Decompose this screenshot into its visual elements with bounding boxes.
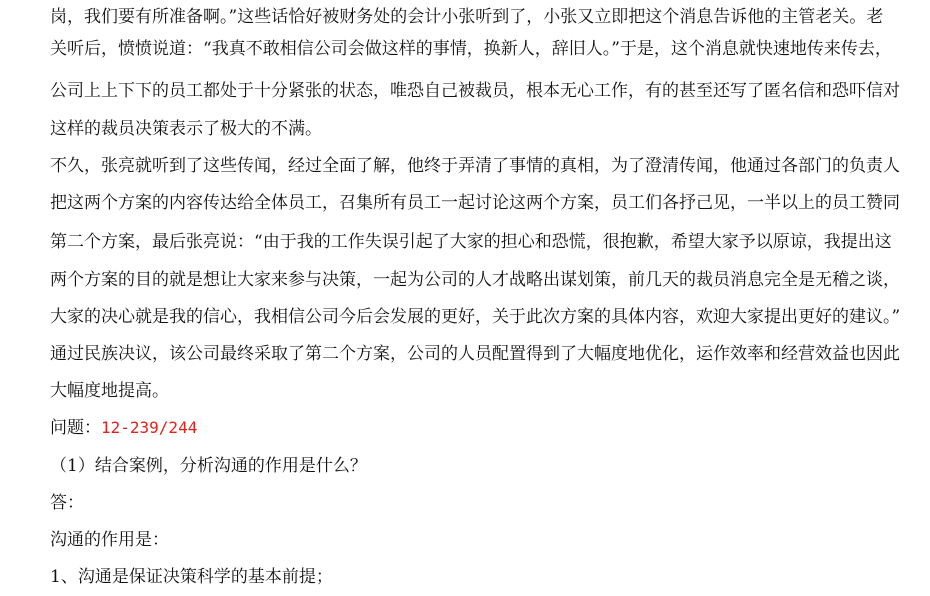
paragraph-1-line-3: 公司上上下下的员工都处于十分紧张的状态，唯恐自己被裁员，根本无心工作，有的甚至还写了匿名信和恐吓信对 [50,81,900,101]
question-label: 问题： [50,418,101,438]
paragraph-3-line-2: 大幅度地提高。 [50,381,169,401]
paragraph-2-line-5: 大家的决心就是我的信心，我相信公司今后会发展的更好，关于此次方案的具体内容，欢迎大家提出更好的建议。” [50,307,901,327]
answer-intro: 沟通的作用是： [50,530,169,550]
paragraph-1-line-4: 这样的裁员决策表示了极大的不满。 [50,119,322,139]
paragraph-1-line-1: 岗，我们要有所准备啊。”这些话恰好被财务处的会计小张听到了，小张又立即把这个消息告诉他的主管老关。老 [50,7,884,27]
answer-label: 答： [50,493,84,513]
paragraph-2-line-2: 把这两个方案的内容传达给全体员工，召集所有员工一起讨论这两个方案，员工们各抒己见，一半以上的员工赞同 [50,193,900,213]
paragraph-1-line-2: 关听后，愤愤说道：“我真不敢相信公司会做这样的事情，换新人，辞旧人。”于是，这个消息就快速地传来传去， [50,39,892,59]
paragraph-3-line-1: 通过民族决议，该公司最终采取了第二个方案，公司的人员配置得到了大幅度地优化，运作效率和经营效益也因此 [50,344,900,364]
paragraph-2-line-3: 第二个方案，最后张亮说：“由于我的工作失误引起了大家的担心和恐慌，很抱歉，希望大家予以原谅，我提出这 [50,232,892,252]
question-line [50,417,197,439]
question-text: （1）结合案例，分析沟通的作用是什么？ [50,456,367,476]
answer-point-1: 1、沟通是保证决策科学的基本前提； [50,567,333,587]
paragraph-2-line-4: 两个方案的目的就是想让大家来参与决策，一起为公司的人才战略出谋划策，前几天的裁员消息完全是无稽之谈， [50,270,900,290]
question-reference: 12-239/244 [101,418,198,437]
paragraph-2-line-1: 不久，张亮就听到了这些传闻，经过全面了解，他终于弄清了事情的真相，为了澄清传闻，他通过各部门的负责人 [50,156,900,176]
